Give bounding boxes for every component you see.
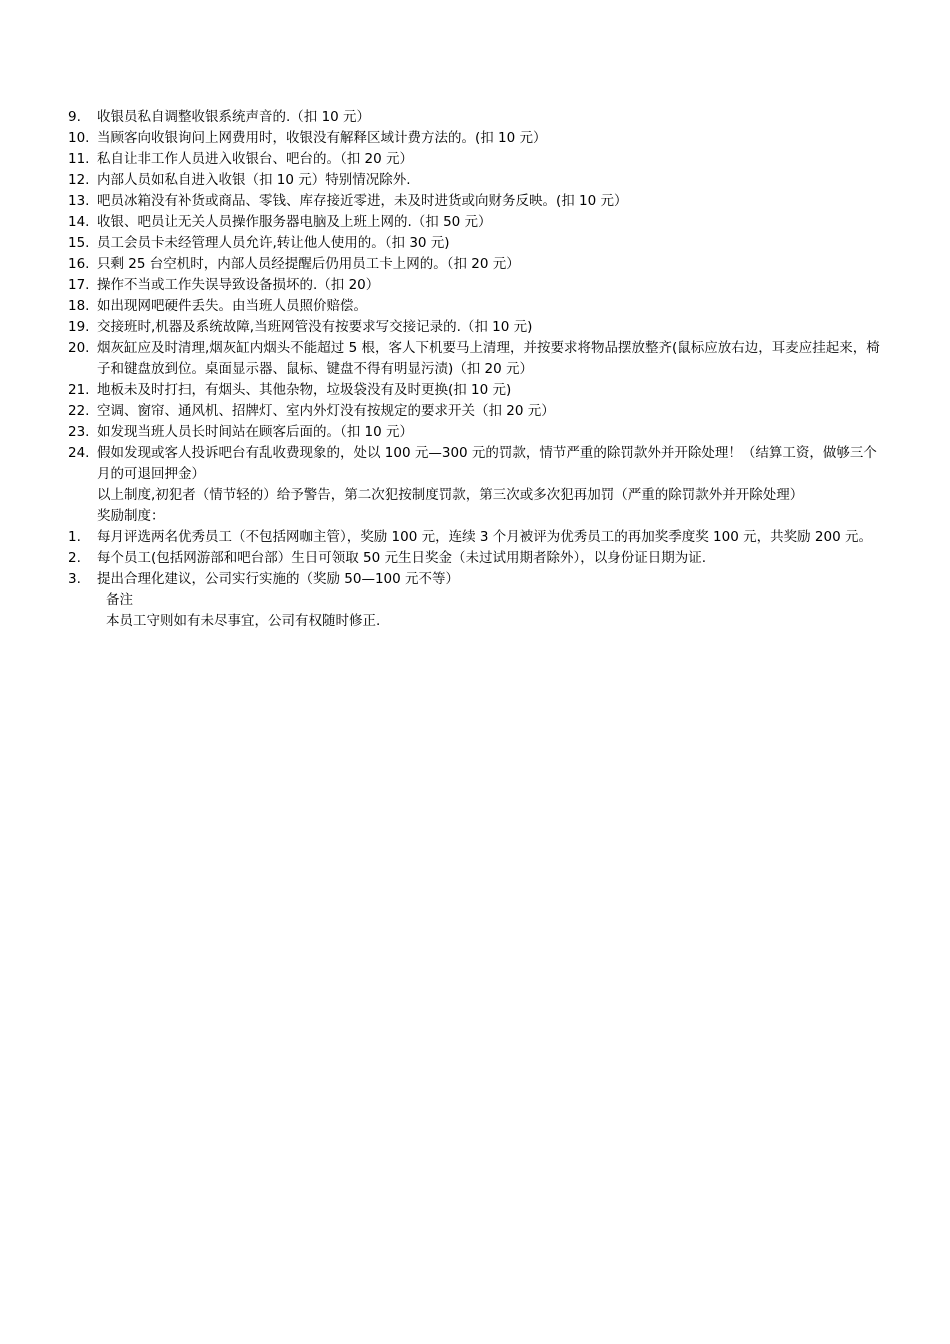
penalty-rule-item-text: 交接班时,机器及系统故障,当班网管没有按要求写交接记录的.（扣 10 元) [97, 319, 533, 335]
remarks-text: 本员工守则如有未尽事宜，公司有权随时修正. [106, 613, 381, 629]
reward-item-number: 2. [68, 550, 81, 566]
penalty-rule-item-number: 22. [68, 403, 90, 419]
penalty-rule-item-number: 11. [68, 151, 90, 167]
penalty-rule-item-text: 地板未及时打扫，有烟头、其他杂物，垃圾袋没有及时更换(扣 10 元) [97, 382, 512, 398]
penalty-rule-item-number: 17. [68, 277, 90, 293]
penalty-rule-item-text: 员工会员卡未经管理人员允许,转让他人使用的。（扣 30 元) [97, 235, 450, 251]
penalty-rule-item-text: 如发现当班人员长时间站在顾客后面的。（扣 10 元） [97, 424, 414, 440]
penalty-rule-item-text: 内部人员如私自进入收银（扣 10 元）特别情况除外. [97, 172, 411, 188]
policy-note: 以上制度,初犯者（情节轻的）给予警告，第二次犯按制度罚款，第三次或多次犯再加罚（严重的除罚款外并开除处理） [97, 487, 804, 503]
reward-item [68, 548, 888, 569]
penalty-rule-item-number: 24. [68, 445, 90, 461]
penalty-rule-item [68, 149, 888, 170]
penalty-rule-item-number: 9. [68, 109, 81, 125]
penalty-rule-item-number: 16. [68, 256, 90, 272]
penalty-rule-item-text: 如出现网吧硬件丢失。由当班人员照价赔偿。 [97, 298, 367, 314]
penalty-rule-item-number: 23. [68, 424, 90, 440]
penalty-rule-item-text: 操作不当或工作失误导致设备损坏的.（扣 20） [97, 277, 380, 293]
penalty-rule-item-number: 20. [68, 340, 90, 356]
reward-item-text: 每个员工(包括网游部和吧台部）生日可领取 50 元生日奖金（未过试用期者除外），以身份证日期为证. [97, 550, 707, 566]
penalty-rule-item-number: 12. [68, 172, 90, 188]
penalty-rule-item [68, 422, 888, 443]
penalty-rules-list [68, 107, 888, 485]
penalty-rule-item [68, 128, 888, 149]
penalty-rule-item [68, 380, 888, 401]
penalty-rule-item [68, 170, 888, 191]
reward-item [68, 527, 888, 548]
penalty-rule-item [68, 317, 888, 338]
penalty-rule-item [68, 443, 888, 485]
penalty-rule-item-number: 18. [68, 298, 90, 314]
reward-item [68, 569, 888, 590]
penalty-rule-item-text: 空调、窗帘、通风机、招牌灯、室内外灯没有按规定的要求开关（扣 20 元） [97, 403, 555, 419]
reward-item-number: 3. [68, 571, 81, 587]
rewards-list [68, 527, 888, 590]
penalty-rule-item [68, 233, 888, 254]
penalty-rule-item [68, 401, 888, 422]
penalty-rule-item [68, 212, 888, 233]
reward-item-text: 提出合理化建议，公司实行实施的（奖励 50—100 元不等） [97, 571, 460, 587]
penalty-rule-item-text: 烟灰缸应及时清理,烟灰缸内烟头不能超过 5 根，客人下机要马上清理，并按要求将物品摆放整齐(鼠标应放右边，耳麦应挂起来，椅子和键盘放到位。桌面显示器、鼠标、键盘不得有明显污渍)（扣 20 元） [97, 340, 880, 377]
penalty-rule-item-text: 当顾客向收银询问上网费用时，收银没有解释区域计费方法的。(扣 10 元） [97, 130, 547, 146]
penalty-rule-item [68, 338, 888, 380]
penalty-rule-item [68, 191, 888, 212]
penalty-rule-item-number: 10. [68, 130, 90, 146]
penalty-rule-item [68, 296, 888, 317]
penalty-rule-item-text: 只剩 25 台空机时，内部人员经提醒后仍用员工卡上网的。（扣 20 元） [97, 256, 520, 272]
reward-item-text: 每月评选两名优秀员工（不包括网咖主管），奖励 100 元，连续 3 个月被评为优秀员工的再加奖季度奖 100 元，共奖励 200 元。 [97, 529, 872, 545]
rewards-title: 奖励制度： [97, 508, 165, 524]
penalty-rule-item-number: 19. [68, 319, 90, 335]
penalty-rule-item [68, 107, 888, 128]
penalty-rule-item-text: 私自让非工作人员进入收银台、吧台的。（扣 20 元） [97, 151, 414, 167]
penalty-rule-item-number: 15. [68, 235, 90, 251]
penalty-rule-item-number: 21. [68, 382, 90, 398]
penalty-rule-item-number: 13. [68, 193, 90, 209]
penalty-rule-item-text: 假如发现或客人投诉吧台有乱收费现象的，处以 100 元—300 元的罚款，情节严重的除罚款外并开除处理！（结算工资，做够三个月的可退回押金） [97, 445, 877, 482]
remarks-title: 备注 [106, 592, 133, 608]
reward-item-number: 1. [68, 529, 81, 545]
document-content [68, 107, 888, 632]
penalty-rule-item-text: 收银、吧员让无关人员操作服务器电脑及上班上网的.（扣 50 元） [97, 214, 492, 230]
penalty-rule-item [68, 275, 888, 296]
penalty-rule-item-number: 14. [68, 214, 90, 230]
penalty-rule-item [68, 254, 888, 275]
penalty-rule-item-text: 收银员私自调整收银系统声音的.（扣 10 元） [97, 109, 371, 125]
penalty-rule-item-text: 吧员冰箱没有补货或商品、零钱、库存接近零进，未及时进货或向财务反映。(扣 10 元） [97, 193, 628, 209]
